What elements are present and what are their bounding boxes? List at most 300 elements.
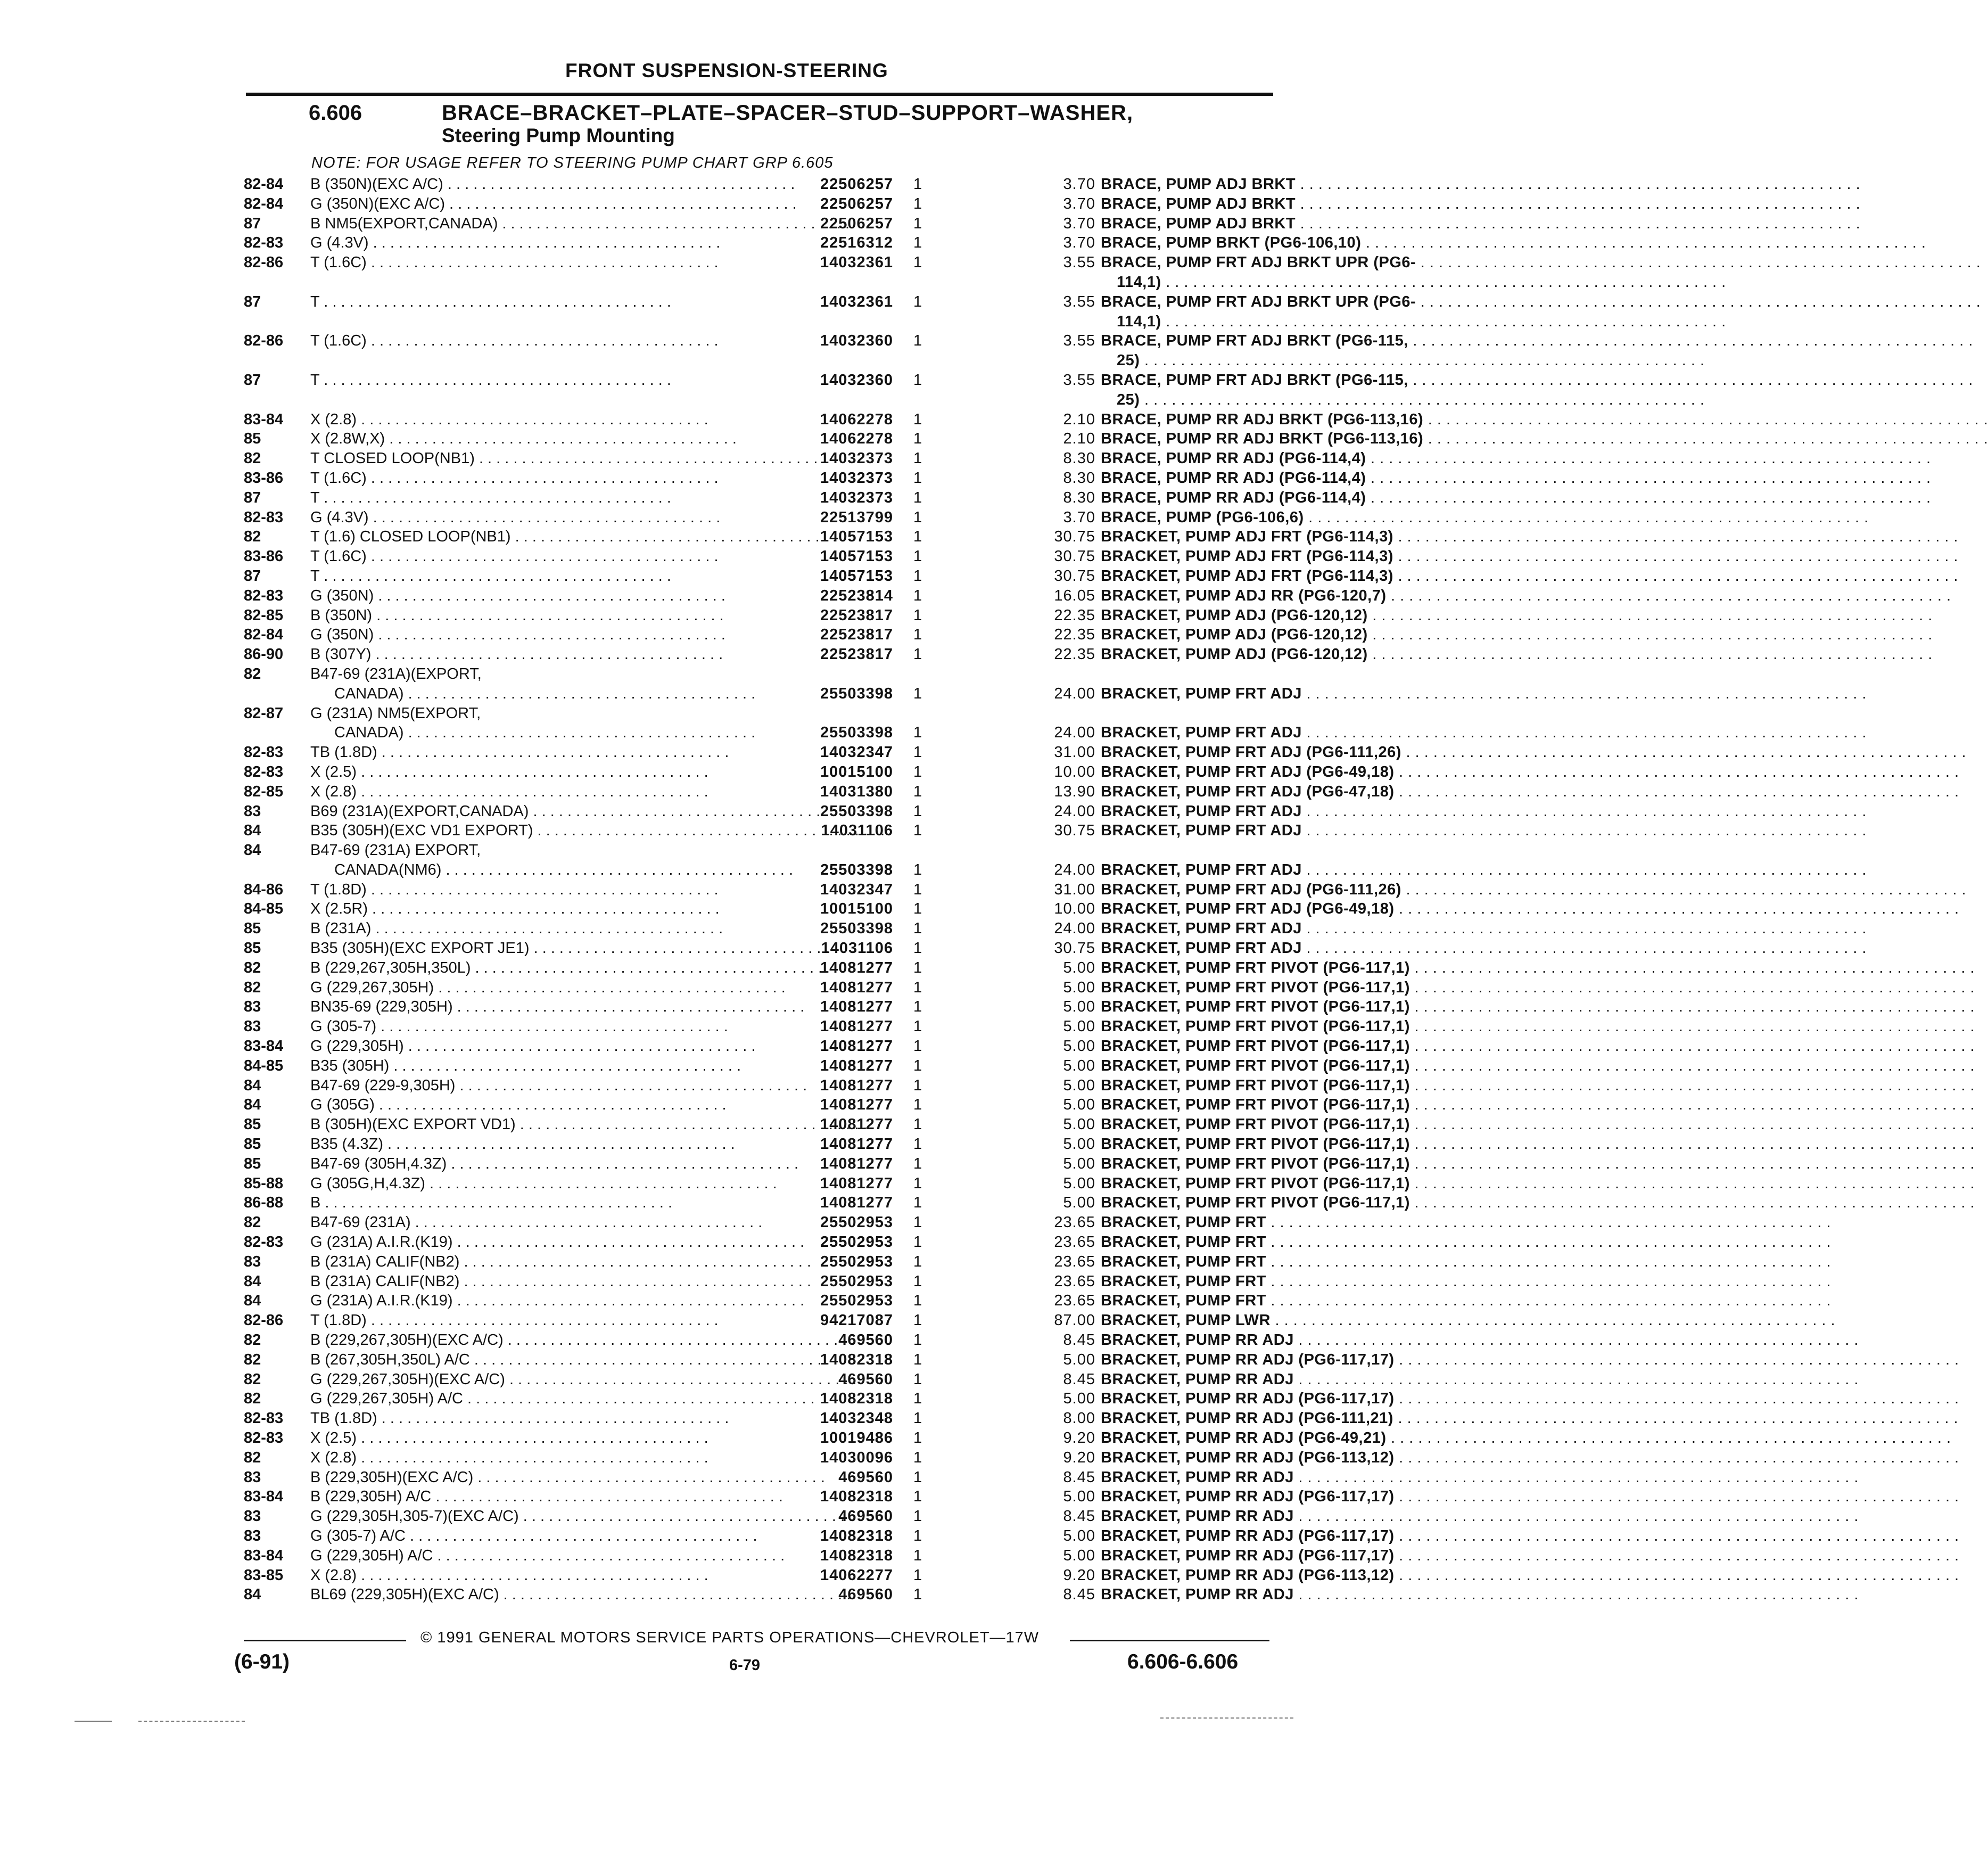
usage-description: B (229,305H) A/C . . . <box>310 1487 598 1507</box>
part-number: 14032373 <box>820 489 893 506</box>
part-row <box>244 1311 1271 1330</box>
price: 8.45 <box>1063 1508 1095 1525</box>
price: 5.00 <box>1063 1527 1095 1544</box>
model-years: 87 <box>244 293 261 310</box>
part-number: 25503398 <box>820 861 893 878</box>
part-number: 469560 <box>838 1370 893 1388</box>
price: 8.45 <box>1063 1586 1095 1604</box>
part-row <box>244 1330 1294 1350</box>
part-name: 114,1) . . . <box>1117 273 1500 292</box>
quantity: 1 <box>913 1488 922 1506</box>
part-name: BRACE, PUMP RR ADJ (PG6-114,4) . . . <box>1101 449 1484 468</box>
part-number: 22506257 <box>820 215 893 232</box>
price: 5.00 <box>1063 979 1095 996</box>
part-name: 25) . . . <box>1117 390 1500 410</box>
part-name: 25) . . . <box>1117 351 1500 371</box>
model-years: 87 <box>244 567 261 585</box>
group-title: BRACE–BRACKET–PLATE–SPACER–STUD–SUPPORT–WASHER, <box>442 101 1134 125</box>
model-years: 82 <box>244 1449 261 1466</box>
usage-description: X (2.8W,X) . . . <box>310 429 598 449</box>
part-number: 469560 <box>838 1508 893 1525</box>
price: 5.00 <box>1063 1194 1095 1212</box>
part-name: BRACKET, PUMP FRT ADJ . . . <box>1101 919 1484 939</box>
part-name: BRACE, PUMP RR ADJ (PG6-114,4) . . . <box>1101 468 1484 488</box>
model-years: 82-85 <box>244 606 284 624</box>
part-row <box>244 292 1416 312</box>
price: 10.00 <box>1054 763 1095 780</box>
part-name: BRACKET, PUMP RR ADJ . . . <box>1101 1330 1484 1350</box>
part-row <box>244 566 1393 586</box>
part-number: 10019486 <box>820 1429 893 1446</box>
part-number: 14081277 <box>820 1057 893 1074</box>
usage-description: G (229,267,305H) . . . <box>310 978 598 998</box>
part-name: BRACKET, PUMP FRT ADJ (PG6-111,26) . . . <box>1101 743 1484 762</box>
usage-description: G (231A) NM5(EXPORT, <box>310 704 481 722</box>
usage-description: B47-69 (305H,4.3Z) . . . <box>310 1154 598 1174</box>
part-row <box>244 762 1395 782</box>
part-name: BRACKET, PUMP FRT PIVOT (PG6-117,1) . . . <box>1101 1095 1484 1115</box>
quantity: 1 <box>913 1116 922 1133</box>
usage-description: B35 (305H)(EXC EXPORT JE1) . . . <box>310 939 598 958</box>
usage-description: B . . . <box>310 1193 598 1213</box>
usage-description: CANADA) . . . <box>334 684 598 704</box>
part-row <box>244 860 1302 880</box>
quantity: 1 <box>913 646 922 663</box>
usage-description: X (2.8) . . . <box>310 1448 598 1468</box>
part-name: BRACKET, PUMP FRT PIVOT (PG6-117,1) . . . <box>1101 1154 1484 1174</box>
usage-description: B47-69 (231A)(EXPORT, <box>310 665 482 683</box>
part-name: BRACKET, PUMP FRT PIVOT (PG6-117,1) . . . <box>1101 978 1484 998</box>
part-name: BRACKET, PUMP FRT PIVOT (PG6-117,1) . . . <box>1101 1037 1484 1056</box>
part-name: BRACKET, PUMP FRT PIVOT (PG6-117,1) . . . <box>1101 1115 1484 1135</box>
part-row <box>244 410 1424 430</box>
page-header <box>246 60 1273 96</box>
part-name: BRACKET, PUMP FRT ADJ . . . <box>1101 821 1484 841</box>
part-name: BRACKET, PUMP ADJ FRT (PG6-114,3) . . . <box>1101 527 1484 547</box>
usage-description: B35 (305H)(EXC VD1 EXPORT) . . . <box>310 821 598 841</box>
part-row <box>244 468 1366 488</box>
usage-description: T . . . <box>310 371 598 390</box>
model-years: 82 <box>244 1351 261 1368</box>
part-number: 14057153 <box>820 548 893 565</box>
part-row <box>244 1154 1410 1174</box>
price: 24.00 <box>1054 802 1095 820</box>
price: 3.55 <box>1063 371 1095 389</box>
part-row <box>244 1135 1410 1154</box>
usage-description: B47-69 (229-9,305H) . . . <box>310 1076 598 1096</box>
price: 8.30 <box>1063 489 1095 506</box>
part-row <box>244 429 1424 449</box>
part-row <box>244 175 1296 194</box>
part-name: BRACKET, PUMP FRT PIVOT (PG6-117,1) . . . <box>1101 1174 1484 1194</box>
usage-description: T (1.6C) . . . <box>310 253 598 273</box>
usage-description: B (267,305H,350L) A/C . . . <box>310 1350 598 1370</box>
model-years: 87 <box>244 489 261 506</box>
part-name: BRACKET, PUMP FRT ADJ . . . <box>1101 684 1484 704</box>
usage-description: G (229,305H) . . . <box>310 1037 598 1056</box>
usage-description: B (231A) CALIF(NB2) . . . <box>310 1272 598 1292</box>
quantity: 1 <box>913 1547 922 1564</box>
quantity: 1 <box>913 822 922 840</box>
footer-revision-date: (6-91) <box>234 1650 290 1673</box>
footer-rule-right <box>1070 1640 1269 1641</box>
price: 24.00 <box>1054 685 1095 702</box>
model-years: 83-85 <box>244 1566 284 1584</box>
model-years: 82-83 <box>244 508 284 526</box>
usage-description: T (1.6C) . . . <box>310 331 598 351</box>
part-row <box>244 214 1296 234</box>
price: 9.20 <box>1063 1449 1095 1466</box>
usage-description: G (231A) A.I.R.(K19) . . . <box>310 1291 598 1311</box>
usage-description: T . . . <box>310 488 598 508</box>
quantity: 1 <box>913 1272 922 1290</box>
usage-description: X (2.5) . . . <box>310 1428 598 1448</box>
part-number: 22523817 <box>820 646 893 663</box>
part-name: BRACKET, PUMP FRT ADJ (PG6-49,18) . . . <box>1101 899 1484 919</box>
part-row <box>244 390 1271 410</box>
usage-description: G (350N) . . . <box>310 586 598 606</box>
usage-description: B47-69 (231A) . . . <box>310 1213 598 1232</box>
part-name: BRACKET, PUMP RR ADJ . . . <box>1101 1468 1484 1487</box>
part-name: BRACE, PUMP FRT ADJ BRKT (PG6-115, . . . <box>1101 371 1484 390</box>
model-years: 82 <box>244 979 261 996</box>
part-row <box>244 488 1366 508</box>
price: 23.65 <box>1054 1272 1095 1290</box>
part-name: BRACKET, PUMP RR ADJ . . . <box>1101 1370 1484 1390</box>
part-row <box>244 1213 1271 1232</box>
price: 31.00 <box>1054 744 1095 761</box>
part-name: BRACE, PUMP ADJ BRKT . . . <box>1101 214 1484 234</box>
price: 9.20 <box>1063 1429 1095 1446</box>
model-years: 82-87 <box>244 704 284 722</box>
part-number: 14081277 <box>820 1136 893 1153</box>
part-number: 14081277 <box>820 1096 893 1114</box>
price: 8.00 <box>1063 1410 1095 1427</box>
quantity: 1 <box>913 1292 922 1310</box>
part-row <box>244 312 1271 332</box>
price: 5.00 <box>1063 1018 1095 1035</box>
price: 23.65 <box>1054 1214 1095 1231</box>
part-name: BRACE, PUMP RR ADJ BRKT (PG6-113,16) . . . <box>1101 429 1484 449</box>
part-row <box>244 273 1271 292</box>
quantity: 1 <box>913 234 922 252</box>
quantity: 1 <box>913 1566 922 1584</box>
price: 5.00 <box>1063 1096 1095 1114</box>
part-row <box>244 371 1408 390</box>
model-years: 84-85 <box>244 1057 284 1074</box>
usage-description: G (4.3V) . . . <box>310 233 598 253</box>
scan-mark <box>138 1721 245 1722</box>
price: 5.00 <box>1063 1057 1095 1074</box>
quantity: 1 <box>913 332 922 350</box>
part-row <box>244 1507 1294 1526</box>
quantity: 1 <box>913 979 922 996</box>
part-name: BRACKET, PUMP FRT . . . <box>1101 1213 1484 1232</box>
price: 5.00 <box>1063 1155 1095 1172</box>
quantity: 1 <box>913 1076 922 1094</box>
usage-description: G (305-7) . . . <box>310 1017 598 1037</box>
part-row <box>244 1389 1395 1409</box>
model-years: 84 <box>244 822 261 840</box>
part-row <box>244 723 1302 743</box>
usage-note: NOTE: FOR USAGE REFER TO STEERING PUMP CHART GRP 6.605 <box>311 154 834 171</box>
price: 30.75 <box>1054 528 1095 546</box>
part-number: 14082318 <box>820 1488 893 1506</box>
price: 8.30 <box>1063 469 1095 487</box>
usage-description: T . . . <box>310 292 598 312</box>
part-number: 14032347 <box>820 744 893 761</box>
price: 9.20 <box>1063 1566 1095 1584</box>
part-row <box>244 919 1302 939</box>
part-number: 10015100 <box>820 763 893 780</box>
part-row <box>244 841 1271 860</box>
part-name: BRACKET, PUMP LWR . . . <box>1101 1311 1484 1330</box>
model-years: 82-86 <box>244 1312 284 1329</box>
part-name: BRACKET, PUMP ADJ FRT (PG6-114,3) . . . <box>1101 566 1484 586</box>
model-years: 82 <box>244 1370 261 1388</box>
part-number: 14082318 <box>820 1390 893 1408</box>
quantity: 1 <box>913 293 922 310</box>
model-years: 82-83 <box>244 1234 284 1251</box>
part-number: 14032360 <box>820 371 893 389</box>
part-row <box>244 802 1302 821</box>
part-number: 14081277 <box>820 1018 893 1035</box>
part-row <box>244 684 1302 704</box>
price: 3.55 <box>1063 293 1095 310</box>
part-row <box>244 821 1302 841</box>
part-row <box>244 194 1296 214</box>
quantity: 1 <box>913 724 922 742</box>
part-number: 14062278 <box>820 430 893 448</box>
quantity: 1 <box>913 626 922 644</box>
model-years: 86-90 <box>244 646 284 663</box>
part-row <box>244 1037 1410 1056</box>
part-row <box>244 527 1393 547</box>
usage-description: T (1.6C) . . . <box>310 468 598 488</box>
page-header-title: FRONT SUSPENSION-STEERING <box>565 60 888 81</box>
quantity: 1 <box>913 508 922 526</box>
part-number: 14057153 <box>820 567 893 585</box>
model-years: 82-84 <box>244 195 284 212</box>
usage-description: B (229,305H)(EXC A/C) . . . <box>310 1468 598 1487</box>
usage-description: B (305H)(EXC EXPORT VD1) . . . <box>310 1115 598 1135</box>
part-number: 14032348 <box>820 1410 893 1427</box>
part-name: BRACKET, PUMP RR ADJ (PG6-117,17) . . . <box>1101 1546 1484 1566</box>
part-number: 14032361 <box>820 293 893 310</box>
model-years: 82 <box>244 450 261 467</box>
usage-description: TB (1.8D) . . . <box>310 1409 598 1428</box>
quantity: 1 <box>913 430 922 448</box>
part-number: 25502953 <box>820 1234 893 1251</box>
quantity: 1 <box>913 176 922 193</box>
quantity: 1 <box>913 1312 922 1329</box>
price: 10.00 <box>1054 900 1095 918</box>
part-row <box>244 1428 1387 1448</box>
usage-description: T (1.8D) . . . <box>310 880 598 900</box>
part-number: 22523817 <box>820 606 893 624</box>
quantity: 1 <box>913 1253 922 1270</box>
part-number: 25502953 <box>820 1253 893 1270</box>
model-years: 82-83 <box>244 763 284 780</box>
quantity: 1 <box>913 998 922 1016</box>
usage-description: B35 (305H) . . . <box>310 1056 598 1076</box>
price: 23.65 <box>1054 1234 1095 1251</box>
part-number: 22506257 <box>820 176 893 193</box>
model-years: 83 <box>244 998 261 1016</box>
price: 24.00 <box>1054 724 1095 742</box>
part-name: BRACKET, PUMP ADJ RR (PG6-120,7) . . . <box>1101 586 1484 606</box>
price: 3.70 <box>1063 176 1095 193</box>
part-row <box>244 743 1401 762</box>
part-name: BRACKET, PUMP RR ADJ . . . <box>1101 1585 1484 1605</box>
part-number: 25502953 <box>820 1214 893 1231</box>
part-number: 14062278 <box>820 410 893 428</box>
usage-description: B69 (231A)(EXPORT,CANADA) . . . <box>310 802 598 821</box>
quantity: 1 <box>913 371 922 389</box>
model-years: 82 <box>244 959 261 976</box>
part-row <box>244 586 1387 606</box>
model-years: 85 <box>244 430 261 448</box>
part-row <box>244 939 1302 958</box>
part-number: 14057153 <box>820 528 893 546</box>
part-name: BRACKET, PUMP FRT ADJ (PG6-47,18) . . . <box>1101 782 1484 802</box>
part-name: BRACKET, PUMP FRT PIVOT (PG6-117,1) . . . <box>1101 997 1484 1017</box>
part-number: 14032373 <box>820 450 893 467</box>
usage-description: CANADA) . . . <box>334 723 598 743</box>
part-name: BRACE, PUMP RR ADJ (PG6-114,4) . . . <box>1101 488 1484 508</box>
price: 8.45 <box>1063 1370 1095 1388</box>
model-years: 83 <box>244 1508 261 1525</box>
part-row <box>244 997 1410 1017</box>
model-years: 84 <box>244 1586 261 1604</box>
part-row <box>244 1448 1395 1468</box>
price: 22.35 <box>1054 606 1095 624</box>
quantity: 1 <box>913 1018 922 1035</box>
part-number: 25503398 <box>820 802 893 820</box>
model-years: 83-84 <box>244 410 284 428</box>
model-years: 82-84 <box>244 626 284 644</box>
price: 5.00 <box>1063 998 1095 1016</box>
quantity: 1 <box>913 900 922 918</box>
part-row <box>244 1193 1410 1213</box>
part-name: BRACKET, PUMP ADJ (PG6-120,12) . . . <box>1101 625 1484 645</box>
usage-description: G (229,267,305H) A/C . . . <box>310 1389 598 1409</box>
part-row <box>244 1174 1410 1194</box>
part-number: 14032347 <box>820 881 893 898</box>
model-years: 83-84 <box>244 1488 284 1506</box>
quantity: 1 <box>913 1155 922 1172</box>
quantity: 1 <box>913 1468 922 1486</box>
part-name: 114,1) . . . <box>1117 312 1500 332</box>
model-years: 87 <box>244 371 261 389</box>
model-years: 84 <box>244 842 261 859</box>
usage-description: G (350N)(EXC A/C) . . . <box>310 194 598 214</box>
part-number: 469560 <box>838 1331 893 1349</box>
usage-description: G (229,267,305H)(EXC A/C) . . . <box>310 1370 598 1390</box>
quantity: 1 <box>913 450 922 467</box>
price: 30.75 <box>1054 822 1095 840</box>
model-years: 85 <box>244 1136 261 1153</box>
part-row <box>244 253 1416 273</box>
part-number: 22516312 <box>820 234 893 252</box>
quantity: 1 <box>913 548 922 565</box>
model-years: 85 <box>244 940 261 957</box>
price: 5.00 <box>1063 1174 1095 1192</box>
usage-description: G (4.3V) . . . <box>310 508 598 528</box>
quantity: 1 <box>913 1586 922 1604</box>
part-row <box>244 1017 1410 1037</box>
quantity: 1 <box>913 1194 922 1212</box>
part-number: 14032373 <box>820 469 893 487</box>
price: 5.00 <box>1063 1547 1095 1564</box>
model-years: 82-83 <box>244 744 284 761</box>
model-years: 82 <box>244 1390 261 1408</box>
price: 24.00 <box>1054 861 1095 878</box>
part-number: 14081277 <box>820 1155 893 1172</box>
part-row <box>244 1585 1294 1605</box>
quantity: 1 <box>913 744 922 761</box>
model-years: 83-86 <box>244 469 284 487</box>
part-number: 14031106 <box>821 822 893 840</box>
quantity: 1 <box>913 215 922 232</box>
part-row <box>244 1232 1271 1252</box>
part-number: 14081277 <box>820 959 893 976</box>
part-number: 14082318 <box>820 1351 893 1368</box>
part-name: BRACKET, PUMP ADJ FRT (PG6-114,3) . . . <box>1101 547 1484 566</box>
part-name: BRACKET, PUMP FRT . . . <box>1101 1232 1484 1252</box>
part-name: BRACE, PUMP BRKT (PG6-106,10) . . . <box>1101 233 1484 253</box>
model-years: 83 <box>244 1468 261 1486</box>
part-name: BRACKET, PUMP RR ADJ (PG6-111,21) . . . <box>1101 1409 1484 1428</box>
part-row <box>244 351 1271 371</box>
part-name: BRACKET, PUMP FRT PIVOT (PG6-117,1) . . . <box>1101 1017 1484 1037</box>
usage-description: X (2.8) . . . <box>310 1566 598 1585</box>
part-row <box>244 508 1304 528</box>
usage-description: G (305-7) A/C . . . <box>310 1526 598 1546</box>
part-number: 14031380 <box>820 783 893 800</box>
price: 30.75 <box>1054 548 1095 565</box>
group-number: 6.606 <box>309 101 362 125</box>
model-years: 84-85 <box>244 900 284 918</box>
part-number: 25503398 <box>820 685 893 702</box>
part-name: BRACKET, PUMP RR ADJ (PG6-117,17) . . . <box>1101 1350 1484 1370</box>
price: 3.70 <box>1063 234 1095 252</box>
part-number: 25502953 <box>820 1272 893 1290</box>
part-row <box>244 1272 1271 1292</box>
quantity: 1 <box>913 587 922 604</box>
quantity: 1 <box>913 606 922 624</box>
model-years: 82-84 <box>244 176 284 193</box>
part-name: BRACKET, PUMP RR ADJ (PG6-117,17) . . . <box>1101 1487 1484 1507</box>
part-name: BRACKET, PUMP ADJ (PG6-120,12) . . . <box>1101 645 1484 664</box>
price: 23.65 <box>1054 1292 1095 1310</box>
part-name: BRACE, PUMP ADJ BRKT . . . <box>1101 194 1484 214</box>
model-years: 85 <box>244 1155 261 1172</box>
usage-description: T (1.6) CLOSED LOOP(NB1) . . . <box>310 527 598 547</box>
model-years: 85 <box>244 920 261 938</box>
model-years: 82 <box>244 528 261 546</box>
usage-description: TB (1.8D) . . . <box>310 743 598 762</box>
quantity: 1 <box>913 1096 922 1114</box>
usage-description: X (2.5R) . . . <box>310 899 598 919</box>
scan-mark <box>75 1721 112 1722</box>
price: 22.35 <box>1054 626 1095 644</box>
quantity: 1 <box>913 959 922 976</box>
price: 2.10 <box>1063 430 1095 448</box>
quantity: 1 <box>913 802 922 820</box>
model-years: 83-84 <box>244 1547 284 1564</box>
footer-rule-left <box>244 1640 406 1641</box>
